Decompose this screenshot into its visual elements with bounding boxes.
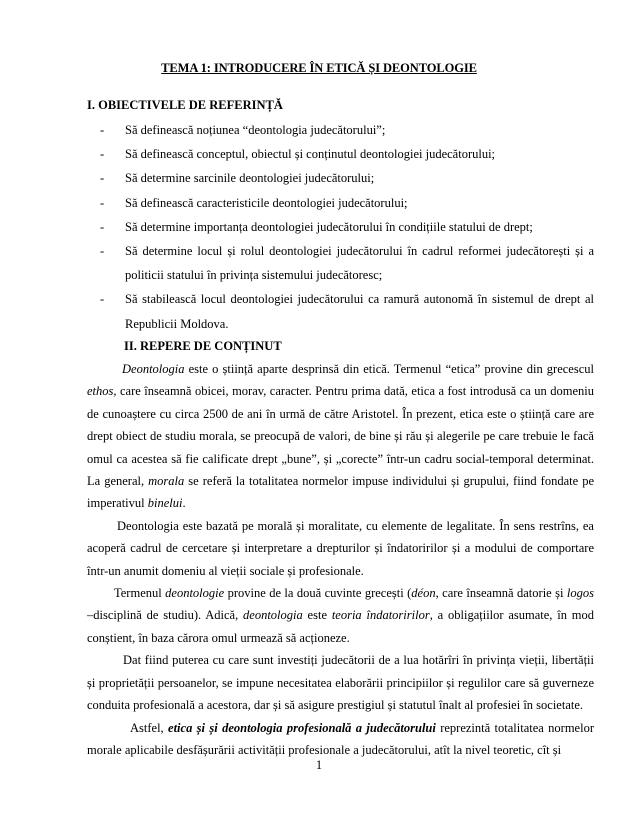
objective-text: Să definească noțiunea “deontologia judecătorului”;	[125, 123, 386, 137]
page-number: 1	[315, 758, 323, 772]
bullet-dash: -	[100, 123, 105, 137]
term-morala: morala	[148, 474, 185, 489]
paragraph-deontology-morality: Deontologia este bazată pe morală și moralitate, cu elemente de legalitate. În sens restrîns, ea acoperă cadrul de cercetare și interpretare a drepturilor și îndatoririlor și a modului de comportare într-un anumit domeniu al vieții sociale și profesionale.	[87, 518, 594, 578]
paragraph-deontology-ethics	[87, 358, 594, 515]
text-run: , care înseamnă datorie și	[435, 586, 567, 601]
list-item	[87, 287, 594, 335]
section-heading-objectives: I. OBIECTIVELE DE REFERINȚĂ	[87, 98, 283, 112]
term-logos: logos	[566, 586, 594, 601]
objective-text: Să definească conceptul, obiectul și conținutul deontologiei judecătorului;	[125, 147, 496, 162]
term-etica-deontologia: etica și și deontologia profesională a judecătorului	[168, 720, 436, 735]
list-item	[87, 215, 594, 239]
bullet-dash: -	[100, 219, 105, 234]
term-deontologia-2: deontologia	[243, 608, 303, 623]
objective-text: Să definească caracteristicile deontologiei judecătorului;	[125, 195, 408, 210]
text-run: se referă la totalitatea normelor impuse individului și grupului, fiind fondate pe imperativul	[87, 474, 594, 511]
objective-text: Să determine locul și rolul deontologiei judecătorului în cadrul reformei judecătorești și a politicii statului în privința sistemului judecătoresc;	[125, 244, 594, 283]
term-deon: déon	[411, 586, 436, 601]
text-run: Termenul	[114, 586, 166, 601]
text-run: , a obligațiilor asumate, în mod conștient, în baza cărora omul urmează să acționeze.	[87, 608, 595, 645]
term-teoria-indatoririlor: teoria îndatoririlor	[331, 608, 430, 623]
paragraph-professional-ethics	[87, 717, 594, 762]
bullet-dash: -	[100, 244, 105, 259]
text-run: este	[302, 608, 332, 623]
text-run: care înseamnă obicei, morav, caracter. Pentru prima dată, etica a fost introdusă ca un domeniu de cunoaștere cu circa 2500 de ani în urmă de către Aristotel. În prezent, etica este o știință care are drept obiect de studiu morala, se preocupă de valori, de bine și rău și alegerile pe care trebuie le facă omul ca acestea să fie calificate drept „bune”, și „corecte” într-un cadru social-temporal determinat. La general,	[87, 384, 594, 489]
paragraph-judges-power: Dat fiind puterea cu care sunt investiți judecătorii de a lua hotărîri în privința vieții, libertății și proprietății persoanelor, se impune necesitatea elaborării principiilor și regulilor care să guverneze conduita profesională a acestora, dar și să asigure prestigiul și statutul înalt al profesiei în societate.	[87, 653, 594, 713]
term-deontologie: deontologie	[165, 586, 225, 601]
section-heading-content: II. REPERE DE CONȚINUT	[124, 339, 282, 353]
objective-text: Să stabilească locul deontologiei judecătorului ca ramură autonomă în sistemul de drept al Republicii Moldova.	[125, 292, 594, 331]
bullet-dash: -	[100, 147, 105, 162]
bullet-dash: -	[100, 171, 105, 186]
term-deontologia: Deontologia	[122, 362, 185, 376]
objective-text: Să determine sarcinile deontologiei judecătorului;	[125, 171, 375, 186]
text-run: –disciplină de studiu). Adică,	[87, 608, 244, 623]
list-item	[87, 118, 594, 142]
text-run: este o știință aparte desprinsă din etică. Termenul “etica” provine din grecescul	[184, 362, 594, 376]
objectives-list	[87, 118, 594, 336]
text-run: provine de la două cuvinte grecești (	[224, 586, 412, 601]
text-run: Astfel,	[130, 720, 169, 735]
body-text	[87, 358, 594, 761]
bullet-dash: -	[100, 292, 105, 307]
list-item	[87, 166, 594, 190]
term-ethos: ethos,	[87, 384, 117, 399]
list-item	[87, 142, 594, 166]
bullet-dash: -	[100, 195, 105, 210]
objective-text: Să determine importanța deontologiei judecătorului în condițiile statului de drept;	[125, 219, 533, 234]
paragraph-deontology-origin	[87, 582, 594, 649]
list-item	[87, 191, 594, 215]
text-run: .	[182, 496, 186, 511]
term-binelui: binelui	[147, 496, 183, 511]
text-run: reprezintă totalitatea normelor morale aplicabile desfășurării activității profesionale a judecătorului, atît la nivel teoretic, cît și	[87, 720, 594, 757]
list-item	[87, 239, 594, 287]
document-title: TEMA 1: INTRODUCERE ÎN ETICĂ ȘI DEONTOLOGIE	[161, 61, 477, 75]
